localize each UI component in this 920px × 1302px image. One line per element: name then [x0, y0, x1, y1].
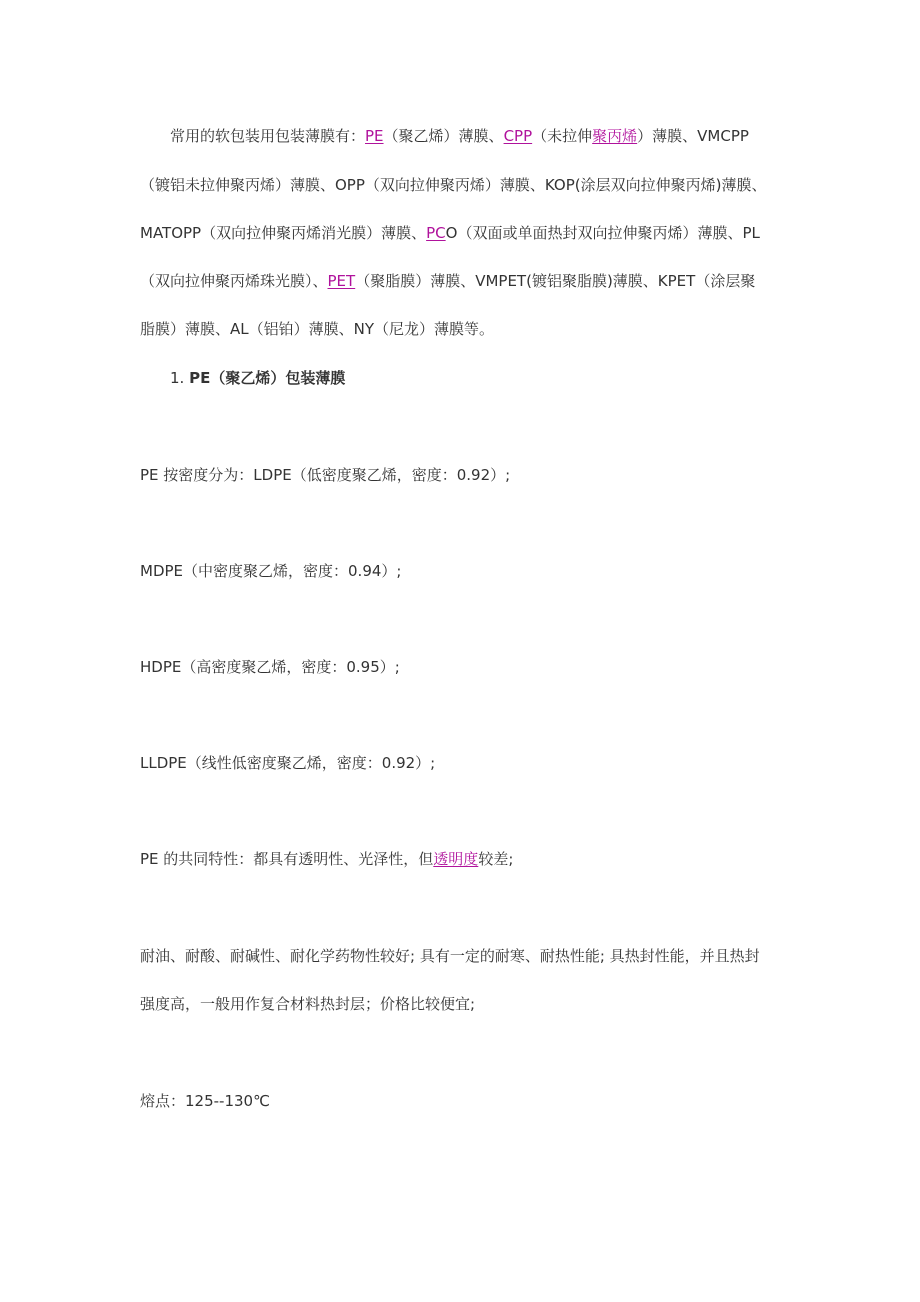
density-mdpe: MDPE（中密度聚乙烯，密度：0.94）;	[140, 562, 402, 580]
intro-text: （未拉伸	[532, 127, 593, 145]
cpp-link[interactable]: CPP	[503, 127, 533, 145]
pc-link[interactable]: PC	[426, 224, 446, 242]
property-text: 较差;	[478, 850, 514, 868]
section-heading	[170, 368, 820, 388]
intro-line-2: （镀铝未拉伸聚丙烯）薄膜、OPP（双向拉伸聚丙烯）薄膜、KOP(涂层双向拉伸聚丙烯)薄膜、	[140, 176, 767, 194]
intro-line-4	[140, 271, 790, 291]
common-properties	[140, 849, 790, 869]
intro-line-1	[170, 126, 820, 146]
intro-text: （聚脂膜）薄膜、VMPET(镀铝聚脂膜)薄膜、KPET（涂层聚	[355, 272, 756, 290]
melting-point: 熔点：125--130℃	[140, 1092, 270, 1110]
polypropylene-link[interactable]: 聚丙烯	[592, 127, 638, 145]
intro-text: MATOPP（双向拉伸聚丙烯消光膜）薄膜、	[140, 224, 427, 242]
intro-text: （双向拉伸聚丙烯珠光膜）、	[140, 272, 328, 290]
resistance-line-2: 强度高，一般用作复合材料热封层；价格比较便宜;	[140, 995, 476, 1013]
intro-line-3	[140, 223, 790, 243]
intro-text: O（双面或单面热封双向拉伸聚丙烯）薄膜、PL	[445, 224, 760, 242]
density-ldpe: PE 按密度分为：LDPE（低密度聚乙烯，密度：0.92）;	[140, 466, 511, 484]
resistance-line-1: 耐油、耐酸、耐碱性、耐化学药物性较好; 具有一定的耐寒、耐热性能; 具热封性能，并且热封	[140, 947, 760, 965]
pet-link[interactable]: PET	[327, 272, 356, 290]
property-text: PE 的共同特性：都具有透明性、光泽性，但	[140, 850, 434, 868]
transparency-link[interactable]: 透明度	[433, 850, 479, 868]
pe-link[interactable]: PE	[365, 127, 384, 145]
intro-text: （聚乙烯）薄膜、	[383, 127, 504, 145]
density-hdpe: HDPE（高密度聚乙烯，密度：0.95）;	[140, 658, 400, 676]
intro-text: ）薄膜、VMCPP	[637, 127, 749, 145]
density-lldpe: LLDPE（线性低密度聚乙烯，密度：0.92）;	[140, 754, 436, 772]
intro-line-5: 脂膜）薄膜、AL（铝铂）薄膜、NY（尼龙）薄膜等。	[140, 320, 495, 338]
section-number: 1.	[170, 369, 185, 387]
section-title: PE（聚乙烯）包装薄膜	[189, 369, 346, 387]
intro-text: 常用的软包装用包装薄膜有：	[170, 127, 366, 145]
